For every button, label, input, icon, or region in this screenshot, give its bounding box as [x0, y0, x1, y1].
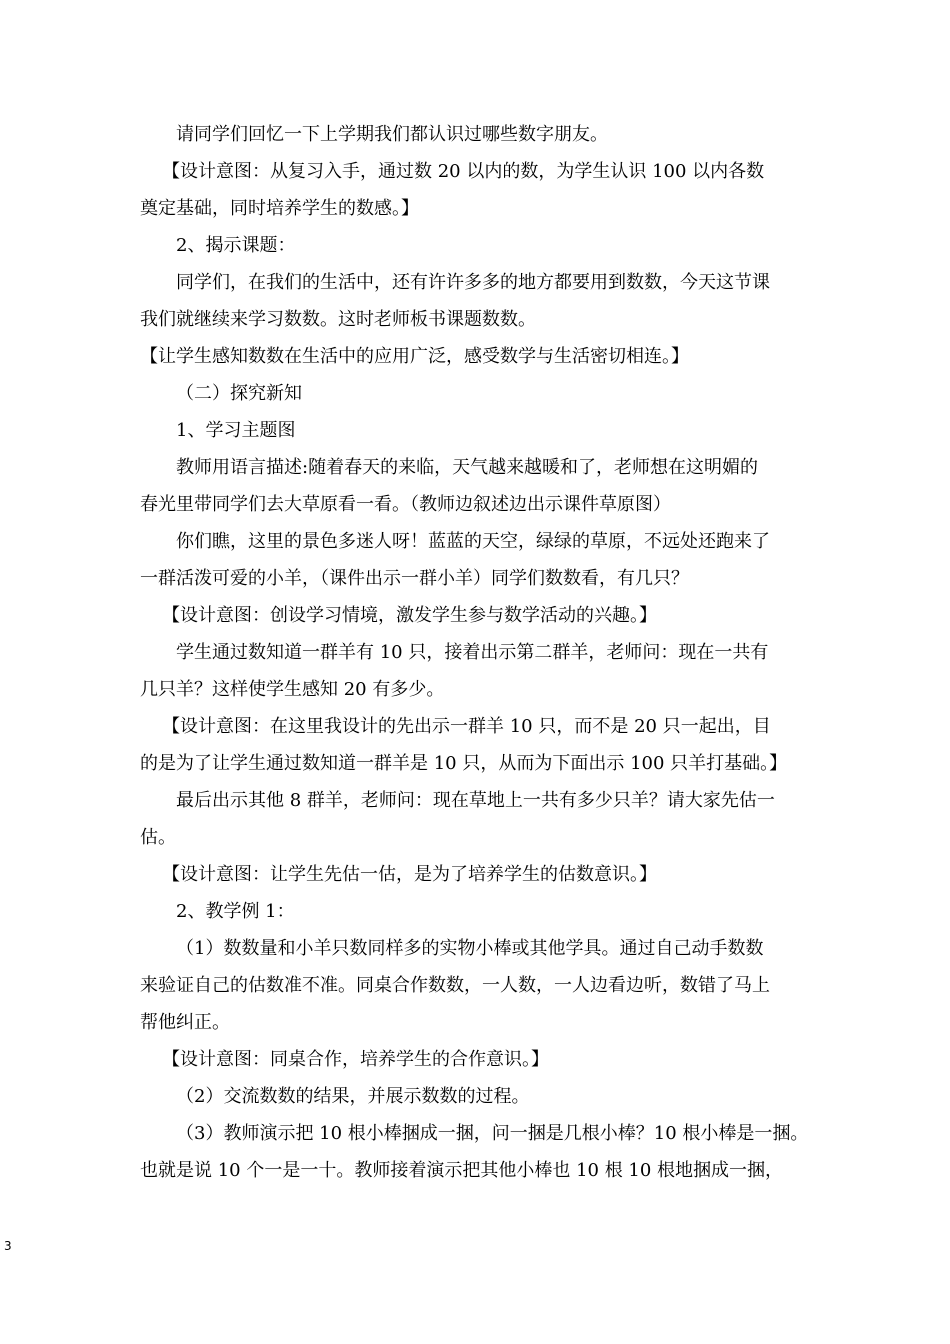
text-line: 来验证自己的估数准不准。同桌合作数数，一人数，一人边看边听，数错了马上 — [140, 975, 770, 996]
document-body — [140, 116, 816, 1189]
text-line: 也就是说 10 个一是一十。教师接着演示把其他小棒也 10 根 10 根地捆成一捆， — [140, 1160, 784, 1181]
text-line: 春光里带同学们去大草原看一看。（教师边叙述边出示课件草原图） — [140, 494, 671, 515]
text-line: 教师用语言描述:随着春天的来临，天气越来越暖和了，老师想在这明媚的 — [176, 457, 759, 478]
text-line: 【设计意图：让学生先估一估，是为了培养学生的估数意识。】 — [162, 864, 657, 885]
text-line: （1）数数量和小羊只数同样多的实物小棒或其他学具。通过自己动手数数 — [176, 938, 764, 959]
text-line: 估。 — [140, 827, 176, 848]
text-line: （3）教师演示把 10 根小棒捆成一捆，问一捆是几根小棒？10 根小棒是一捆。 — [176, 1123, 809, 1144]
text-line: 学生通过数知道一群羊有 10 只，接着出示第二群羊，老师问：现在一共有 — [176, 642, 769, 663]
text-line: 请同学们回忆一下上学期我们都认识过哪些数字朋友。 — [176, 124, 608, 145]
text-line: 【设计意图：创设学习情境，激发学生参与数学活动的兴趣。】 — [162, 605, 657, 626]
text-line: 几只羊？这样使学生感知 20 有多少。 — [140, 679, 445, 700]
text-line: 【设计意图：同桌合作，培养学生的合作意识。】 — [162, 1049, 549, 1070]
text-line: 我们就继续来学习数数。这时老师板书课题数数。 — [140, 309, 536, 330]
text-line: 【让学生感知数数在生活中的应用广泛，感受数学与生活密切相连。】 — [140, 346, 689, 367]
text-line: 1、学习主题图 — [176, 420, 296, 441]
text-line: （2）交流数数的结果，并展示数数的过程。 — [176, 1086, 530, 1107]
text-line: 【设计意图：在这里我设计的先出示一群羊 10 只，而不是 20 只一起出，目 — [162, 716, 771, 737]
text-line: 最后出示其他 8 群羊，老师问：现在草地上一共有多少只羊？请大家先估一 — [176, 790, 775, 811]
text-line: （二）探究新知 — [176, 383, 302, 404]
text-line: 2、教学例 1： — [176, 901, 295, 922]
text-line: 同学们，在我们的生活中，还有许许多多的地方都要用到数数，今天这节课 — [176, 272, 770, 293]
text-line: 2、揭示课题： — [176, 235, 296, 256]
page-number: 3 — [4, 1239, 12, 1253]
text-line: 一群活泼可爱的小羊，（课件出示一群小羊）同学们数数看，有几只？ — [140, 568, 689, 589]
text-line: 奠定基础，同时培养学生的数感。】 — [140, 198, 419, 219]
text-line: 帮他纠正。 — [140, 1012, 230, 1033]
text-line: 【设计意图：从复习入手，通过数 20 以内的数，为学生认识 100 以内各数 — [162, 161, 765, 182]
text-line: 的是为了让学生通过数知道一群羊是 10 只，从而为下面出示 100 只羊打基础。】 — [140, 753, 788, 774]
text-line: 你们瞧，这里的景色多迷人呀！蓝蓝的天空，绿绿的草原，不远处还跑来了 — [176, 531, 770, 552]
